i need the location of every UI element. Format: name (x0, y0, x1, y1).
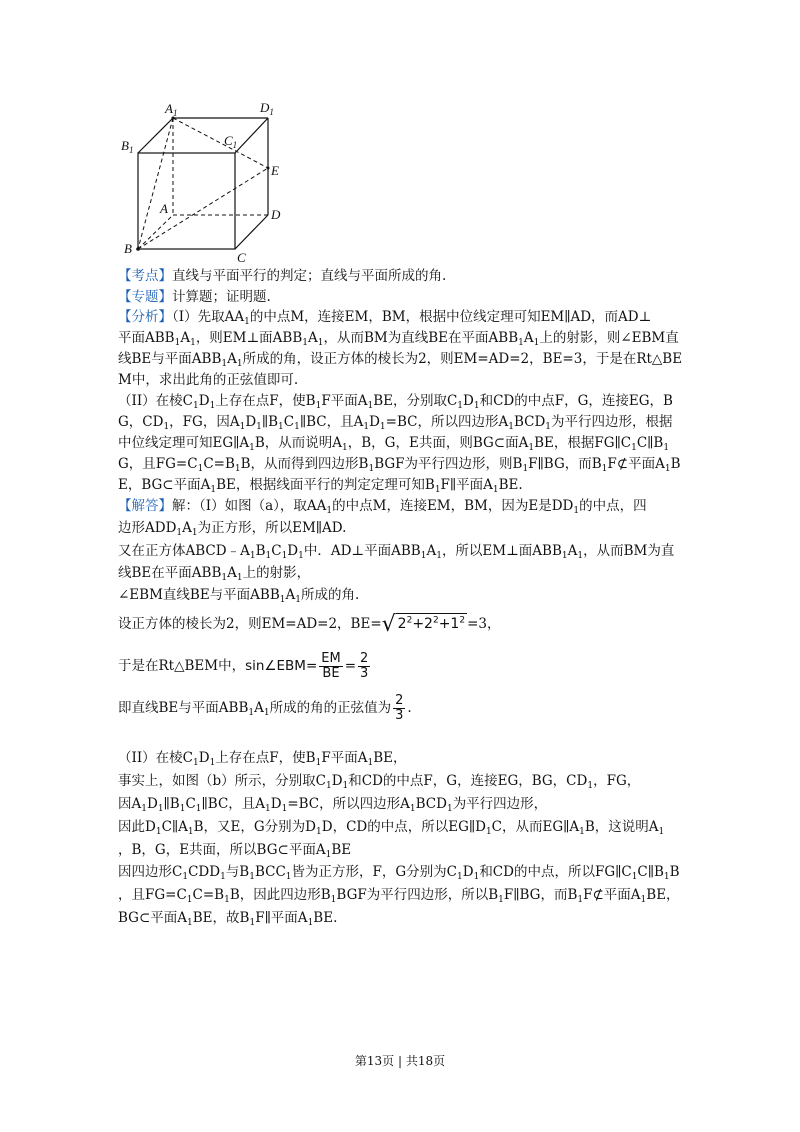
jieda-line-6: 设正方体的棱长为2，则EM=AD=2，BE=√ $2^2+2^2+1^2 =3$， (118, 612, 501, 637)
fenxi-line-9: E，BG⊂平面$A_1BE$，根据线面平行的判定定理可知$B_1F\parallel$平面$A_1BE$. (118, 477, 523, 495)
jieda-line-11: 因$A_1D_1\parallel B_1C_1\parallel BC$，且$A_1D_1=BC$，所以四边形$A_1BCD_1$为平行四边形， (118, 796, 548, 814)
zhuanti-line: 【专题】计算题；证明题. (118, 289, 271, 305)
jieda-line-3: 又在正方体$ABCD﹣A_1B_1C_1D_1$中．AD⊥平面$ABB_1A_1$，所以EM⊥面$ABB_1A_1$，从而BM为直 (118, 543, 675, 561)
jieda-line-12: 因此$D_1C\parallel A_1B$，又E，G分别为$D_1D$，CD的中点，所以$EG\parallel D_1C$，从而$EG\parallel A_1B$，这说明$A_1$ (118, 819, 665, 837)
label-d: D (271, 207, 281, 222)
label-c: C (237, 250, 246, 265)
jieda-line-9: （II）在棱$C_1D_1$上存在点F，使$B_1F$平面$A_1BE$， (118, 750, 407, 768)
fenxi-line-6: G，$CD_1$，FG，因$A_1D_1\parallel B_1C_1\parallel BC$，且$A_1D_1=BC$，所以四边形$A_1BCD_1$为平行四边形，根据 (118, 414, 673, 432)
jieda-line-10: 事实上，如图（b）所示，分别取$C_1D_1$和CD的中点F，G，连接EG，BG，$CD_1$，FG， (118, 773, 641, 791)
jieda-line-16: BG⊂平面$A_1BE$，故$B_1F\parallel$平面$A_1BE$. (118, 910, 338, 928)
jieda-line-5: ∠EBM直线BE与平面$ABB_1A_1$所成的角. (118, 587, 360, 605)
jieda-line-2: 边形$ADD_1A_1$为正方形，所以EM∥AD. (118, 520, 347, 538)
label-a1: $A_1$ (165, 101, 178, 118)
label-e: E (271, 163, 279, 178)
jieda-line-7: 于是在Rt△BEM中，sin∠EBM= $\frac{EM}{BE}$ = $\frac{2}{3}$ (118, 651, 369, 681)
jieda-line-4: 线BE在平面$ABB_1A_1$上的射影， (118, 565, 311, 583)
jieda-line-1: 【解答】解：（I）如图（a），取$AA_1$的中点M，连接EM，BM，因为E是$DD_1$的中点，四 (118, 498, 647, 516)
label-b: B (124, 241, 132, 256)
fenxi-line-5: （II）在棱$C_1D_1$上存在点F，使$B_1F$平面$A_1BE$，分别取$C_1D_1$和CD的中点F，G，连接EG，B (118, 393, 673, 411)
jieda-line-8: 即直线BE与平面$ABB_1A_1$所成的角的正弦值为 $\frac{2}{3}$ . (118, 693, 412, 723)
fraction-2-3: $\frac{2}{3}$ (360, 651, 369, 681)
page-footer: 第13页 | 共18页 (354, 1054, 446, 1068)
cube-front-face (138, 153, 235, 249)
fenxi-line-2: 平面$ABB_1A_1$，则EM⊥面$ABB_1A_1$，从而BM为直线BE在平面$ABB_1A_1$上的射影，则∠EBM直 (118, 330, 679, 348)
kaodian-line: 【考点】直线与平面平行的判定；直线与平面所成的角. (118, 268, 447, 284)
cube-diagram (118, 98, 298, 266)
fraction-em-be: $\frac{EM}{BE}$ (321, 651, 341, 681)
jieda-line-15: ，且$FG=C_1C=B_1B$，因此四边形$B_1BGF$为平行四边形，所以$B_1F\parallel BG$，而$B_1F⊄$平面$A_1BE$， (118, 887, 680, 905)
label-b1: $B_1$ (121, 138, 134, 155)
fenxi-line-3: 线BE与平面$ABB_1A_1$所成的角，设正方体的棱长为2，则EM=AD=2，BE=3，于是在Rt△BE (118, 351, 683, 369)
label-d1: $D_1$ (260, 100, 274, 117)
fenxi-line-7: 中位线定理可知$EG\parallel A_1B$，从而说明$A_1$，B，G，E共面，则BG⊂面$A_1BE$，根据$FG\parallel C_1C\parallel B_1$ (118, 435, 670, 453)
fenxi-line-1: 【分析】（I）先取$AA_1$的中点M，连接EM，BM，根据中位线定理可知EM∥AD，而AD⊥ (118, 309, 652, 327)
jieda-tag: 【解答】 (118, 498, 172, 514)
jieda-line-13: ，B，G，E共面，所以BG⊂平面$A_1BE$ (118, 842, 352, 860)
label-c1: $C_1$ (224, 133, 238, 150)
fraction-answer: $\frac{2}{3}$ (395, 693, 404, 723)
fenxi-line-8: G，且$FG=C_1C=B_1B$，从而得到四边形$B_1BGF$为平行四边形，则$B_1F\parallel BG$，而$B_1F⊄$平面$A_1B$ (118, 456, 681, 474)
zhuanti-tag: 【专题】 (118, 289, 172, 305)
cube-figure (118, 98, 298, 266)
kaodian-tag: 【考点】 (118, 268, 172, 284)
sqrt-radicand: $2^2+2^2+1^2$ (396, 613, 467, 634)
jieda-line-14: 因四边形$C_1CDD_1$与$B_1BCC_1$皆为正方形，F，G分别为$C_1D_1$和CD的中点，所以$FG\parallel C_1C\parallel B_1B$ (118, 864, 680, 882)
fenxi-line-4: M中，求出此角的正弦值即可. (118, 372, 299, 388)
fenxi-tag: 【分析】 (118, 309, 172, 325)
label-a: A (160, 201, 168, 216)
sqrt-icon: √ (381, 612, 396, 637)
